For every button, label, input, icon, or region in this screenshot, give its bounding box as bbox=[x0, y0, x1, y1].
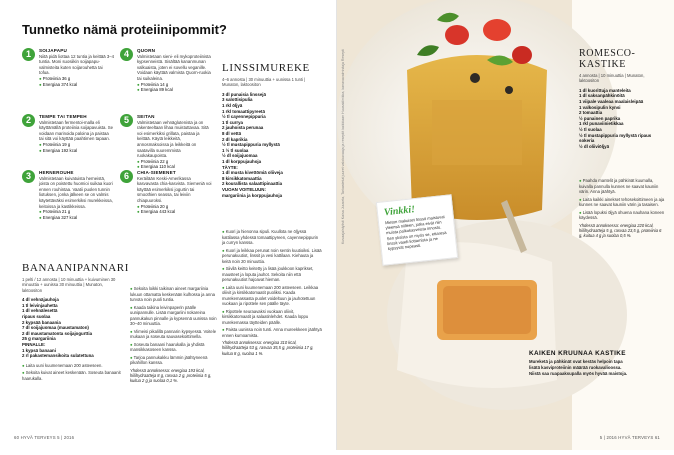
method-step-text: Soseuta banaani haarukalla ja yhdistä mansikkasoseen kanssa. bbox=[130, 341, 205, 352]
linssi-steps bbox=[222, 229, 322, 356]
banana-meta: 1 pelti / 12 annosta | 10 minuuttia + kuivuminen 30 minuuttia + uunissa 30 minuuttia | Munaton, laktoositon bbox=[22, 277, 116, 293]
method-step-text: Viimeisi pikalillä pannarin kypsyessä. Voitele mukaan ja soseuta sauvasekoittimella. bbox=[130, 328, 217, 339]
ingredient-line: ½ dl soijajuomaa bbox=[222, 153, 258, 159]
left-page bbox=[0, 0, 337, 450]
method-step bbox=[130, 329, 218, 340]
romesco-recipe bbox=[579, 48, 665, 149]
protein-number-badge: 4 bbox=[120, 48, 133, 61]
ingredient-line: 1 dl korppujauhoja bbox=[222, 158, 262, 164]
ingredient-line: 1 rkl punaviinietikkaa bbox=[579, 121, 624, 127]
method-step bbox=[130, 342, 218, 353]
method-step bbox=[222, 266, 322, 283]
protein-stat-value: Energiaa 110 kcal bbox=[140, 164, 175, 170]
bullet-icon: ● bbox=[39, 141, 43, 147]
method-step-text: Kaada taikina leivinpaperin päälle uunipannulle. Lisää margariini nokareina pannukakun pinnalle ja kypsennä uunissa noin 30–40 minuuttia. bbox=[130, 304, 217, 326]
method-step bbox=[222, 248, 322, 265]
method-step-text: Kuori ja leikkaa perunat noin sentin kuutioiksi. Lisää perunakuutiot, linssit ja vesi kattilaan. Kiehauta ja keitä noin 20 minuuttia. bbox=[222, 247, 322, 264]
protein-item-body bbox=[137, 48, 212, 93]
banana-steps-b bbox=[130, 286, 218, 384]
ingredient-line: 1 dl vehnälesettä bbox=[22, 308, 58, 314]
bullet-icon: ● bbox=[39, 214, 43, 220]
protein-number-badge: 2 bbox=[22, 114, 35, 127]
protein-description: Valmistetaan kuivatuista herneistä, joista on poistettu huomioi suikaa kuori ennen rouhintaa. Vaatii puolen tunnin liotuksen, jonka jälkeen se on valmis käytettäväksi esimerkiksi murekkeissa, keitoissa ja kastikkeissa. bbox=[39, 175, 113, 209]
method-step-text: Laita kaikki ainekset tehosekoittimeen ja aja kunnes ne saavat kauniin värin ja tasaisen. bbox=[579, 196, 665, 207]
ingredient-line: 1 dl kuorittuja manteleita bbox=[579, 87, 631, 93]
protein-name: SEITAN bbox=[137, 114, 155, 119]
protein-stat bbox=[137, 209, 212, 215]
bullet-icon: ● bbox=[39, 147, 43, 153]
protein-stat-value: Energiaa 192 kcal bbox=[42, 147, 78, 153]
protein-item-body bbox=[39, 170, 114, 220]
photo-credit: Kuvaaja/stylisti Kaisa Juusela, Tarkastetut juuret valokuvaaja ja reseptit kaikkiaan Huusaklinikka, kanavavalmistaja Resepti bbox=[341, 48, 345, 244]
method-step-text: Sekoita kuivat aineet keskenään. Soseuta banaanit haarukalla. bbox=[22, 370, 121, 381]
protein-item bbox=[22, 48, 114, 87]
method-step bbox=[222, 285, 322, 307]
ingredient-line: margariinia ja korppujauhoja bbox=[222, 192, 283, 198]
method-step-text: Lisää lopuksi öljyä ohuena nauhana koneen käydessä. bbox=[579, 209, 665, 220]
protein-box-title: Tunnetko nämä proteiinipommit? bbox=[22, 22, 227, 37]
linssi-ingredients bbox=[222, 92, 322, 198]
ingredient-subheading: PINNALLE: bbox=[22, 341, 46, 347]
bullet-icon: ● bbox=[137, 203, 141, 209]
romesco-title: ROMESCO-KASTIKE bbox=[579, 48, 636, 70]
protein-item bbox=[22, 170, 114, 220]
method-step-text: Ripottele seuraavaksi vuokaan oliivit, kirsikkatomaatit ja salaatinlehdet. Kaada loppu murekemassa täytteiden päälle. bbox=[222, 308, 309, 325]
protein-description: Valmistetaan fermentoi-malla eli käyttämällä proteiinia soijapavuista. Se voidaan marinoida paloina ja paistaa tai sitä voi käyttää paahtimen tapaan. bbox=[39, 119, 114, 142]
ingredient-line: ripaus suolaa bbox=[22, 314, 51, 319]
bullet-icon: ● bbox=[222, 266, 226, 271]
protein-item bbox=[120, 114, 212, 170]
protein-description: Niitä pidä liottaa 12 tuntia ja keittää 3–4 tuntia. Moni suosiikin soijapapu-valmisteita kuten soijarouhetta tai tofua. bbox=[39, 53, 115, 76]
linssi-recipe bbox=[222, 62, 322, 198]
bullet-icon: ● bbox=[137, 158, 141, 164]
nutrition-info: Yhdessä annoksessa: energiaa 193 kcal, hiilihydraatteja 8 g, rasvaa 2 g, proteiinia 5 g, kuitua 2 g ja suolaa 0,1 %. bbox=[130, 367, 212, 384]
bullet-icon: ● bbox=[579, 196, 583, 202]
protein-number-badge: 3 bbox=[22, 170, 35, 183]
method-step-text: Paahda mantelit ja pähkinät kuumalla, kuivalla pannulla kunnes ne saavat kauniin värin. Anna jäähtyä. bbox=[579, 178, 659, 194]
protein-stat-value: Proteiinia 36 g bbox=[42, 75, 71, 81]
protein-name: HERNEROUHE bbox=[39, 170, 74, 175]
method-step bbox=[222, 327, 322, 338]
kastike-box bbox=[529, 350, 629, 376]
ingredient-line: 2 dl maustamatonta soijajogurttia bbox=[22, 330, 93, 336]
tip-text: Mieton makuiset linssit maistuvat yleensä niilleen, jotka eivät niin muista palkokasveista innostu. Sen yksista on myös se, ettaresä linssit vaadi liottamista ja ne kypsyvät nopeasti. bbox=[384, 214, 447, 252]
bullet-icon: ● bbox=[222, 229, 226, 234]
bullet-icon: ● bbox=[130, 341, 134, 347]
ingredient-line: ½ tl mustapippuria myllystä bbox=[222, 142, 280, 148]
ingredient-line: 1 valkosipulin kynsi bbox=[579, 104, 621, 110]
bullet-icon: ● bbox=[222, 327, 226, 332]
ingredient-line: 1 dl saksanpähkinöitä bbox=[579, 93, 625, 99]
protein-number-badge: 1 bbox=[22, 48, 35, 61]
ingredient-line: 1 tl currya bbox=[222, 119, 243, 125]
protein-stat-value: Energiaa 89 kcal bbox=[140, 87, 173, 93]
protein-number-badge: 5 bbox=[120, 114, 133, 127]
kastike-text: Mureketä ja pähkinät ovat kestäs helpoin tapa lisätä kasviproteiinin määrää ruokavalioossa. Niistä saa ruapaaksupalla myös hyvää maistoja. bbox=[529, 359, 628, 376]
bullet-icon: ● bbox=[39, 209, 43, 215]
ingredient-subheading: VUOAN VOITELUUN: bbox=[222, 186, 266, 192]
protein-item bbox=[120, 170, 212, 215]
banana-recipe bbox=[22, 262, 130, 383]
protein-stat-value: Energiaa 327 kcal bbox=[42, 214, 78, 220]
ingredient-line: 2 jauhoista perunaa bbox=[222, 125, 264, 131]
ingredient-line: 1 rkl tomaattipyreetä bbox=[222, 108, 265, 114]
protein-name: CHIA-SIEMENET bbox=[137, 170, 176, 175]
ingredient-line: 1 kypsä banaani bbox=[22, 347, 56, 353]
method-step-text: Laita uuni kuumenemaan 200 asteeseen. Leikkaa oliivit ja kirsikkatomaatit puoliksi. Kaada murekemassasta puolet voideltuun ja jauhotettuun vuokaan ja ripottele sen päälle täyte. bbox=[222, 284, 319, 306]
ingredient-line: ½ dl oliiviöljyä bbox=[579, 143, 610, 149]
protein-stat bbox=[137, 87, 212, 93]
protein-description: Keräilään Keski-Amerikassa kasvavasta chia-kasvista. Siemeniä voi käyttää esimerkiksi jogurtin tai smoothien seassa, tai leiviin chiapuuroksi. bbox=[137, 175, 212, 203]
protein-stat-value: Proteiinia 21 g bbox=[42, 209, 71, 215]
protein-stat-value: Proteiinia 20 g bbox=[140, 203, 169, 209]
ingredient-line: 2 kypsää banaania bbox=[22, 319, 61, 325]
protein-name: QUORN bbox=[137, 48, 156, 53]
banana-ingredients bbox=[22, 297, 122, 359]
ingredient-line: ½ tl mustapippuria myllystä ripaus sokeria bbox=[579, 132, 652, 144]
method-step-text: Siivilä keitto keitetty ja lisää joukkoon kaprikset, mausteet ja loputa jauhot. Sekoita niin että perunakuutiot hajoavat hieman. bbox=[222, 266, 314, 282]
nutrition-info: Yhdessä annoksessa: energiaa 310 kcal, hiilihydraatteja 53 g, rasvaa 35,5 g, proteiinia 17 g, kuitua 8 g, suolaa 1 %. bbox=[222, 340, 314, 356]
method-step-text: Kuori ja hienonna sipuli. Kuullota ne öljyssä kattilassa yhdessä tomaattipyreen, cayennepippurin ja curryn kanssa. bbox=[222, 229, 319, 245]
bullet-icon: ● bbox=[579, 209, 583, 215]
romesco-steps bbox=[579, 178, 665, 239]
linssi-meta: 4–6 annosta | 30 minuuttia + uunissa 1 tunti | Munaton, laktoositon bbox=[222, 77, 306, 88]
ingredient-line: 2 dl kaprikia bbox=[222, 136, 248, 142]
ingredient-line: 3 salottisipulia bbox=[222, 97, 253, 103]
romesco-ingredients bbox=[579, 88, 665, 150]
ingredient-line: 2 tomaattia bbox=[579, 110, 603, 116]
bullet-icon: ● bbox=[137, 81, 141, 87]
method-step bbox=[130, 355, 218, 366]
bullet-icon: ● bbox=[39, 81, 43, 87]
protein-description: Valmistetaan sieni- eli mykoproteiinista kypsenneistä. Sisältää kananmunan valkuaista, joten ei sovellu veganille. Voidaan käyttää valmista Quorn-ruokia tai suikaleina. bbox=[137, 53, 211, 81]
ingredient-line: ½ tl cayennepippuria bbox=[222, 114, 266, 120]
protein-name: TEMPE TAI TEMPEH bbox=[39, 114, 87, 119]
method-step bbox=[22, 363, 122, 369]
protein-stat-value: Energiaa 443 kcal bbox=[140, 209, 176, 215]
method-step bbox=[579, 178, 665, 195]
ingredient-line: 25 g margariinia bbox=[22, 336, 56, 342]
ingredient-line: 7 dl soijajuomaa (maustamaton) bbox=[22, 325, 89, 331]
romesco-meta: 4 annosta | 10 minuuttia | Munaton, laktoositon bbox=[579, 73, 645, 84]
left-folio: 60 HYVÄ TERVEYS 5 | 2016 bbox=[14, 435, 75, 440]
protein-item bbox=[22, 114, 114, 153]
protein-item-body bbox=[137, 170, 212, 215]
bullet-icon: ● bbox=[222, 284, 226, 290]
method-step bbox=[579, 210, 665, 221]
bullet-icon: ● bbox=[130, 328, 134, 334]
protein-stat bbox=[39, 82, 114, 88]
bullet-icon: ● bbox=[137, 209, 141, 215]
right-page bbox=[337, 0, 674, 450]
protein-stat bbox=[39, 148, 114, 154]
ingredient-line: 1 viipale vaaleaa maalaisleipää bbox=[579, 99, 644, 104]
ingredient-line: 3 dl punaisia linssejä bbox=[222, 91, 266, 97]
linssi-title: LINSSIMUREKE bbox=[222, 62, 310, 74]
kastike-title: KAIKEN KRUUNAA KASTIKE bbox=[529, 350, 626, 357]
ingredient-line: 1 tl leivinjauhetta bbox=[22, 302, 58, 308]
ingredient-subheading: TÄYTE: bbox=[222, 164, 238, 170]
protein-stat-value: Proteiinia 22 g bbox=[140, 158, 169, 164]
method-step-text: Tarjoa pannukakku lämmin jäähtyneenä pikahillon kanssa. bbox=[130, 354, 208, 365]
method-step bbox=[130, 305, 218, 327]
method-step-text: Paista uunissa noin tunti. Anna mureekkeen jäähtyä ennen kumoamista. bbox=[222, 327, 322, 338]
bullet-icon: ● bbox=[130, 286, 134, 291]
protein-stat bbox=[39, 215, 114, 221]
bullet-icon: ● bbox=[137, 164, 141, 170]
bullet-icon: ● bbox=[130, 354, 134, 360]
protein-description: Valmistetaan vehnäglutenista ja on rakenteeltaan lihaa muistuttavaa. Sitä voi esimerkiksi grillata, paistaa ja keittää. Käytä leikkeitä, annosmaksoissa ja leikkeitä on saatavilla suuremmista ruokakaupoista. bbox=[137, 119, 209, 159]
protein-item bbox=[120, 48, 212, 93]
protein-name: SOIJAPAPU bbox=[39, 48, 68, 53]
method-step-text: Laita uuni kuumenemaan 200 asteeseen. bbox=[25, 362, 103, 368]
ingredient-line: 1 dl musta kivettömiä oliiveja bbox=[222, 170, 283, 176]
method-step bbox=[579, 197, 665, 208]
bullet-icon: ● bbox=[39, 75, 43, 81]
ingredient-line: ½ tl suolaa bbox=[579, 126, 602, 132]
nutrition-info: Yhdessä annoksessa: energiaa 220 kcal, hiilihydraatteja 5 g, rasvaa 23,5 g, proteiinia 6 g, kuitua 4 g ja suolaa 0,5 %. bbox=[579, 222, 662, 239]
bullet-icon: ● bbox=[579, 178, 583, 183]
bullet-icon: ● bbox=[22, 370, 26, 376]
ingredient-line: 1 ½ tl suolaa bbox=[222, 147, 249, 153]
method-step bbox=[22, 370, 122, 381]
method-step bbox=[222, 229, 322, 246]
ingredient-line: 2 rl pakastemansikoita sulatettuna bbox=[22, 353, 94, 359]
protein-item-body bbox=[39, 114, 114, 153]
method-step-text: Sekoita loikki taikinan aineet margariinia lukuun ottamatta keskenään kulhossa ja anna turvota noin puoli tuntia. bbox=[130, 286, 215, 302]
bullet-icon: ● bbox=[130, 304, 134, 310]
protein-number-badge: 6 bbox=[120, 170, 133, 183]
protein-item-body bbox=[39, 48, 114, 87]
protein-item-body bbox=[137, 114, 212, 170]
protein-stat-value: Proteiinia 19 g bbox=[42, 141, 71, 147]
bullet-icon: ● bbox=[137, 87, 141, 93]
protein-stat-value: Proteiinia 14 g bbox=[140, 81, 169, 87]
ingredient-line: 1 rkl öljyä bbox=[222, 103, 243, 108]
method-step bbox=[222, 309, 322, 326]
ingredient-line: 8 kirsikkatomaattia bbox=[222, 175, 262, 181]
ingredient-line: 8 dl vettä bbox=[222, 130, 242, 136]
right-folio: 5 | 2016 HYVÄ TERVEYS 61 bbox=[599, 435, 660, 440]
tip-title: Vinkki! bbox=[383, 204, 416, 219]
ingredient-line: 2 kourallista salaattipinaattia bbox=[222, 181, 283, 187]
tip-card bbox=[376, 194, 458, 266]
method-step bbox=[130, 286, 218, 303]
ingredient-line: 4 dl vehnäjauhoja bbox=[22, 297, 59, 303]
protein-stat-value: Energiaa 374 kcal bbox=[42, 81, 78, 87]
banana-title: BANAANIPANNARI bbox=[22, 262, 130, 274]
banana-steps-a bbox=[22, 363, 122, 382]
bullet-icon: ● bbox=[222, 247, 226, 253]
bullet-icon: ● bbox=[222, 308, 226, 314]
bullet-icon: ● bbox=[22, 362, 26, 368]
ingredient-line: ½ punainen paprika bbox=[579, 115, 621, 121]
